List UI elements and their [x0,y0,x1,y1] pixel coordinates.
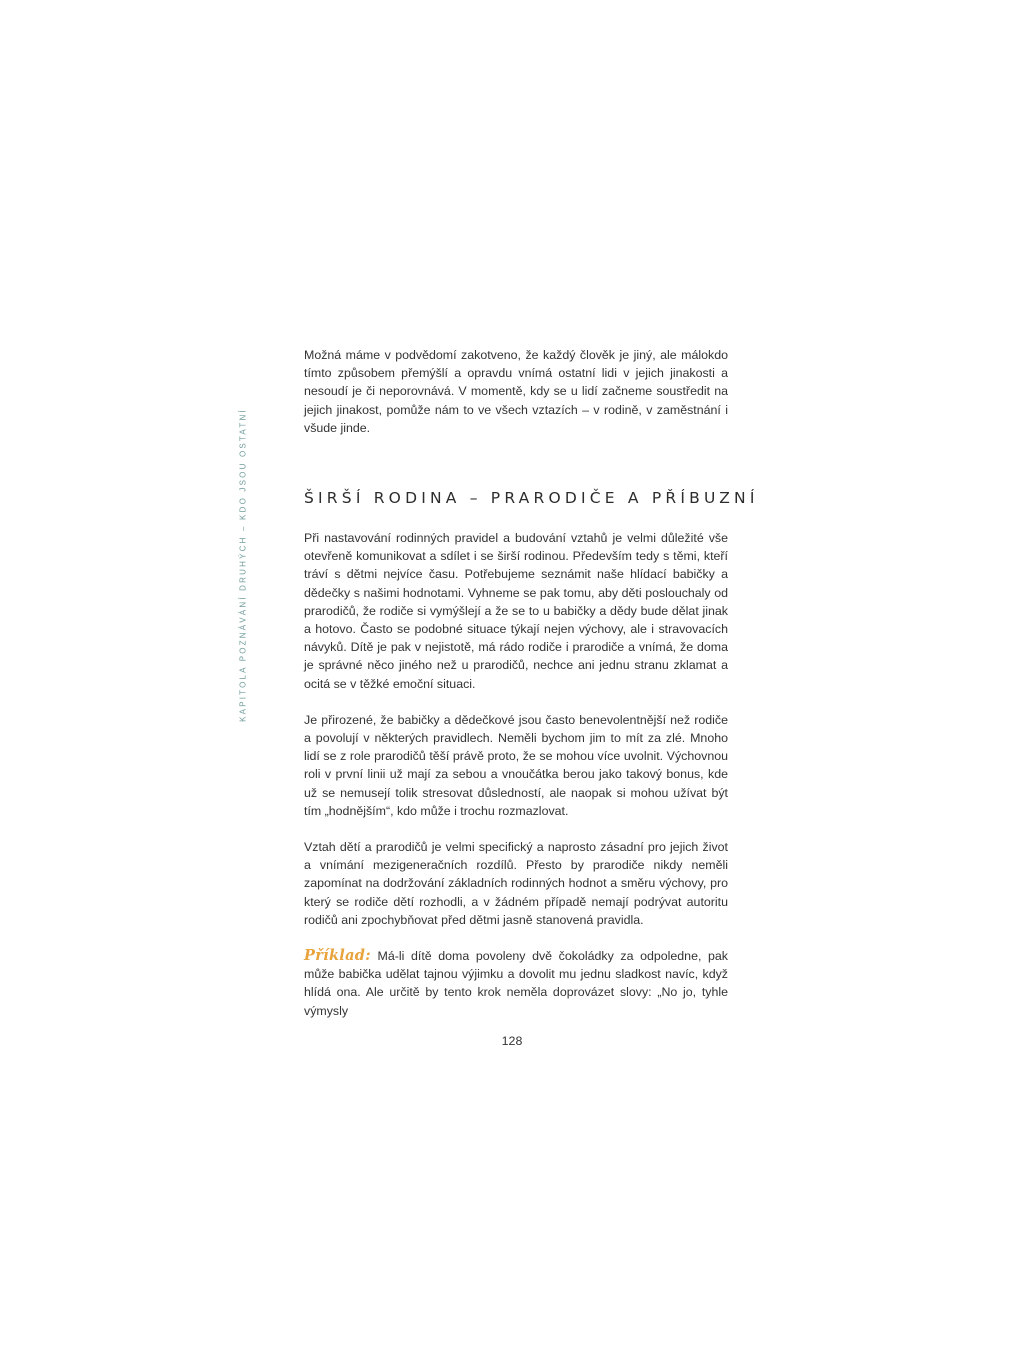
example-label: Příklad: [304,947,371,965]
running-head-text: KAPITOLA POZNÁVÁNÍ DRUHÝCH – KDO JSOU OSTATNÍ [238,408,248,722]
section-title: ŠIRŠÍ RODINA – PRARODIČE A PŘÍBUZNÍ [304,489,759,508]
body-paragraph: Je přirozené, že babičky a dědečkové jsou často benevolentnější než rodiče a povolují v některých pravidlech. Neměli bychom jim to mít za zlé. Mnoho lidí se z role prarodičů těší právě proto, že se mohou více uvolnit. Výchovnou roli v první linii už mají za sebou a vnoučátka berou jako takový bonus, kde už se nemusejí tolik stresovat důsledností, ale naopak si mohou užívat být tím „hodnějším“, kdo může i trochu rozmazlovat. [304,712,728,818]
example-text: Má-li dítě doma povoleny dvě čokoládky za odpoledne, pak může babička udělat tajnou výjimku a dovolit mu jednu sladkost navíc, když hlídá ona. Ale určitě by tento krok neměla doprovázet slovy: „No jo, tyhle výmysly [304,949,729,1018]
page-content [304,346,759,1020]
body-paragraph: Při nastavování rodinných pravidel a budování vztahů je velmi důležité vše otevřeně komunikovat a sdílet i se širší rodinou. Především tedy s těmi, kteří tráví s dětmi nejvíce času. Potřebujeme seznámit naše hlídací babičky a dědečky s našimi hodnotami. Vyhneme se pak tomu, aby děti poslouchaly od prarodičů, že rodiče si vymýšlejí a že se to u babičky a dědy bude dělat jinak a hotovo. Často se podobné situace týkají nejen výchovy, ale i stravovacích návyků. Dítě je pak v nejistotě, má rádo rodiče i prarodiče a vnímá, že doma je správné něco jiného než u prarodičů, nechce ani jednu stranu zklamat a ocitá se v těžké emoční situaci. [304,531,728,691]
body-paragraph: Vztah dětí a prarodičů je velmi specifický a naprosto zásadní pro jejich život a vnímání mezigeneračních rozdílů. Přesto by prarodiče nikdy neměli zapomínat na dodržování základních rodinných hodnot a směru výchovy, pro který se rodiče dětí rozhodli, a v žádném případě nemají podrývat autoritu rodičů ani zpochybňovat před dětmi jasně stanovená pravidla. [304,840,728,927]
example-paragraph [304,947,728,1020]
intro-paragraph: Možná máme v podvědomí zakotveno, že každý člověk je jiný, ale málokdo tímto způsobem přemýšlí a opravdu vnímá ostatní lidi v jejich jinakosti a nesoudí je či neporovnává. V momentě, kdy se u lidí začneme soustředit na jejich jinakost, pomůže nám to ve všech vztazích – v rodině, v zaměstnání i všude jinde. [304,348,728,435]
page-number: 128 [501,1034,523,1048]
